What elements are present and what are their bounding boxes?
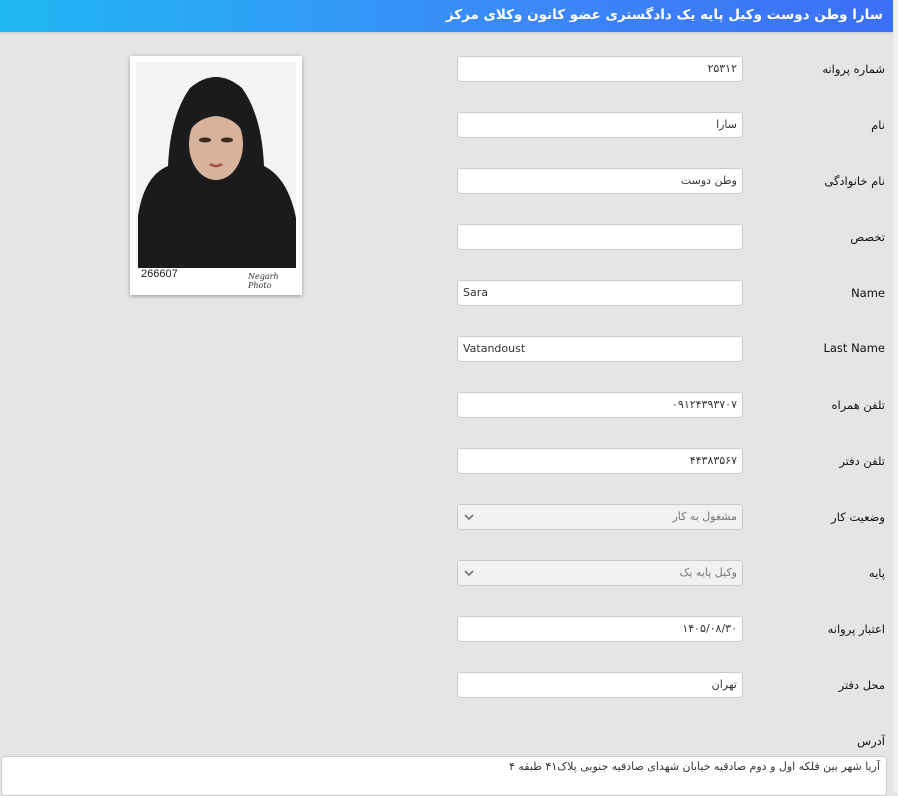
license-validity-field[interactable]: ۱۴۰۵/۰۸/۳۰ bbox=[457, 616, 743, 642]
first-name-label: نام bbox=[871, 118, 885, 132]
name-en-field[interactable]: Sara bbox=[457, 280, 743, 306]
license-validity-label: اعتبار پروانه bbox=[827, 622, 885, 636]
office-location-label: محل دفتر bbox=[838, 678, 885, 692]
mobile-field[interactable]: ۰۹۱۲۴۳۹۳۷۰۷ bbox=[457, 392, 743, 418]
last-name-en-field[interactable]: Vatandoust bbox=[457, 336, 743, 362]
address-label: آدرس bbox=[857, 734, 885, 748]
page-title: سارا وطن دوست وکیل پایه یک دادگستری عضو کانون وکلای مرکز bbox=[445, 7, 883, 23]
chevron-down-icon bbox=[464, 505, 474, 529]
specialty-label: تخصص bbox=[850, 230, 885, 244]
office-phone-label: تلفن دفتر bbox=[839, 454, 885, 468]
photo-number: 266607 bbox=[141, 268, 178, 280]
specialty-field[interactable] bbox=[457, 224, 743, 250]
chevron-down-icon bbox=[464, 561, 474, 585]
photo-signature: Negarh Photo bbox=[248, 272, 279, 290]
grade-select[interactable] bbox=[457, 560, 743, 586]
grade-label: پایه bbox=[868, 566, 885, 580]
license-number-label: شماره پروانه bbox=[822, 62, 885, 76]
last-name-field[interactable]: وطن دوست bbox=[457, 168, 743, 194]
page-header bbox=[0, 0, 893, 32]
portrait-image bbox=[130, 56, 302, 295]
profile-photo bbox=[130, 56, 302, 295]
address-textarea[interactable]: آریا شهر بین فلکه اول و دوم صادقیه خیابان شهدای صادقیه جنوبی پلاک۴۱ طبقه ۴ bbox=[1, 756, 887, 796]
license-number-field[interactable]: ۲۵۳۱۲ bbox=[457, 56, 743, 82]
work-status-select[interactable] bbox=[457, 504, 743, 530]
scrollbar[interactable] bbox=[893, 0, 898, 793]
first-name-field[interactable]: سارا bbox=[457, 112, 743, 138]
name-en-label: Name bbox=[851, 286, 885, 300]
grade-value: وکیل پایه یک bbox=[679, 566, 737, 579]
office-location-field[interactable]: تهران bbox=[457, 672, 743, 698]
office-phone-field[interactable]: ۴۴۳۸۳۵۶۷ bbox=[457, 448, 743, 474]
last-name-label: نام خانوادگی bbox=[824, 174, 885, 188]
work-status-value: مشغول به کار bbox=[672, 510, 737, 523]
last-name-en-label: Last Name bbox=[823, 341, 885, 355]
work-status-label: وضعیت کار bbox=[831, 510, 885, 524]
mobile-label: تلفن همراه bbox=[831, 398, 885, 412]
